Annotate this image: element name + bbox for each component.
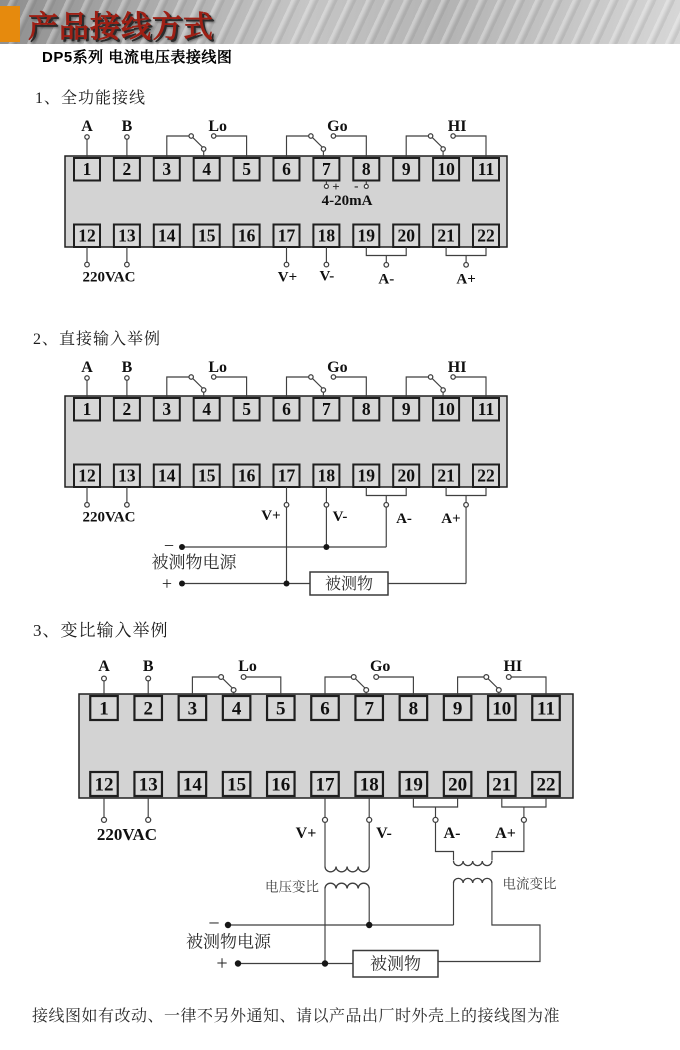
label-220vac-d1: 220VAC xyxy=(82,269,136,286)
switch-go-blade-contact xyxy=(321,388,325,392)
label-v-plus-d1: V+ xyxy=(277,269,298,286)
terminal-number-9: 9 xyxy=(452,698,463,720)
label-v-minus-d1: V- xyxy=(319,268,335,285)
source-minus-dot-d3 xyxy=(225,922,231,928)
switch-hi-left-contact xyxy=(428,134,432,138)
terminal-number-7: 7 xyxy=(322,159,331,179)
ct-coil-secondary xyxy=(454,878,492,883)
terminal-number-3: 3 xyxy=(162,399,172,419)
terminal-number-12: 12 xyxy=(78,465,96,486)
bracket-a-minus-d2 xyxy=(366,487,406,496)
terminal-number-20: 20 xyxy=(448,774,468,796)
pt-coil-primary xyxy=(325,867,369,872)
terminal-number-8: 8 xyxy=(361,399,371,419)
terminal-number-20: 20 xyxy=(397,225,415,246)
a-terminal-circle xyxy=(85,376,89,380)
switch-hi-blade xyxy=(488,679,497,688)
terminal-number-22: 22 xyxy=(477,225,495,246)
terminal-number-9: 9 xyxy=(401,159,411,179)
terminal-number-19: 19 xyxy=(357,465,376,486)
switch-hi-blade-contact xyxy=(496,688,501,693)
terminal-number-22: 22 xyxy=(536,774,556,796)
source-plus-sign-d2: + xyxy=(161,573,173,594)
label-v-minus-d3: V- xyxy=(376,825,392,842)
terminal-number-17: 17 xyxy=(277,225,296,246)
a-plus-circle-d2 xyxy=(464,503,469,508)
pt-coil-secondary xyxy=(325,883,369,888)
bracket-a-minus-d3 xyxy=(413,798,457,807)
terminal-number-10: 10 xyxy=(437,399,455,419)
terminal-number-6: 6 xyxy=(282,159,291,179)
switch-go-blade xyxy=(356,679,365,688)
switch-go-blade-contact xyxy=(364,688,369,693)
v-minus-circle-d1 xyxy=(324,262,329,267)
switch-hi-blade xyxy=(433,379,442,388)
junction-pt-plus-d3 xyxy=(322,960,328,966)
terminal-number-17: 17 xyxy=(277,465,296,486)
switch-lo-blade-contact xyxy=(202,147,206,151)
switch-lo-blade-contact xyxy=(202,388,206,392)
source-minus-sign-d3: − xyxy=(208,912,220,935)
source-minus-dot-d2 xyxy=(179,544,185,550)
bracket-a-minus-d1 xyxy=(366,247,406,256)
label-b: B xyxy=(121,359,133,376)
terminal-number-21: 21 xyxy=(492,774,512,796)
junction-v-plus-d2 xyxy=(284,581,290,587)
label-go: Go xyxy=(369,658,391,675)
output-minus-sign: - xyxy=(354,178,359,193)
terminal-number-18: 18 xyxy=(317,465,336,486)
terminal-number-16: 16 xyxy=(237,225,256,246)
terminal-number-19: 19 xyxy=(357,225,376,246)
switch-lo-right-contact xyxy=(241,675,246,680)
b-terminal-circle xyxy=(146,676,151,681)
label-b: B xyxy=(121,118,133,135)
terminal-number-12: 12 xyxy=(78,225,96,246)
supply-l-circle-d3 xyxy=(102,817,107,822)
switch-hi-blade-contact xyxy=(441,388,445,392)
terminal-number-4: 4 xyxy=(202,159,212,179)
output-plus-sign: + xyxy=(332,179,340,194)
switch-hi-blade xyxy=(433,138,442,147)
output-circle-plus xyxy=(324,184,328,188)
terminal-number-13: 13 xyxy=(118,465,136,486)
terminal-number-4: 4 xyxy=(231,698,242,720)
bracket-a-plus-d2 xyxy=(446,487,486,496)
switch-lo-blade-contact xyxy=(231,688,236,693)
switch-go-blade xyxy=(313,138,322,147)
terminal-number-8: 8 xyxy=(361,159,371,179)
label-source-d2: 被测物电源 xyxy=(151,553,237,572)
terminal-number-5: 5 xyxy=(242,399,251,419)
terminal-number-15: 15 xyxy=(227,774,247,796)
label-a-plus-d1: A+ xyxy=(456,271,476,288)
a-minus-circle-d1 xyxy=(384,263,389,268)
terminal-number-5: 5 xyxy=(242,159,251,179)
switch-hi-left-contact xyxy=(428,375,432,379)
terminal-number-18: 18 xyxy=(317,225,336,246)
terminal-number-13: 13 xyxy=(138,774,158,796)
terminal-number-15: 15 xyxy=(197,465,216,486)
terminal-number-1: 1 xyxy=(82,159,92,179)
switch-go-left-contact xyxy=(309,375,313,379)
label-hi: HI xyxy=(447,359,467,376)
label-lo: Lo xyxy=(208,359,228,376)
terminal-number-21: 21 xyxy=(437,465,455,486)
switch-go-right-contact xyxy=(374,675,379,680)
switch-lo-blade xyxy=(223,679,232,688)
label-v-plus-d3: V+ xyxy=(295,825,317,842)
label-a: A xyxy=(98,658,110,675)
junction-pt-minus-d3 xyxy=(366,922,372,928)
terminal-number-7: 7 xyxy=(364,698,374,720)
terminal-number-12: 12 xyxy=(94,774,114,796)
switch-lo-left-contact xyxy=(219,675,224,680)
supply-l-circle-d2 xyxy=(85,503,90,508)
diagram2-title: 2、直接输入举例 xyxy=(33,331,162,348)
diagram1-title: 1、全功能接线 xyxy=(35,90,147,107)
switch-hi-blade-contact xyxy=(441,147,445,151)
terminal-number-11: 11 xyxy=(537,698,555,720)
switch-hi-left-contact xyxy=(484,675,489,680)
junction-v-minus-d2 xyxy=(323,544,329,550)
a-plus-circle-d1 xyxy=(464,263,469,268)
terminal-number-13: 13 xyxy=(118,225,136,246)
terminal-number-16: 16 xyxy=(271,774,291,796)
terminal-number-10: 10 xyxy=(437,159,455,179)
page-title: 产品接线方式 xyxy=(28,11,214,44)
terminal-number-8: 8 xyxy=(408,698,419,720)
label-ct-d3: 电流变比 xyxy=(502,876,557,892)
footer-note: 接线图如有改动、一律不另外通知、请以产品出厂时外壳上的接线图为准 xyxy=(32,1008,561,1025)
label-a-minus-d3: A- xyxy=(443,825,461,842)
label-load-d2: 被测物 xyxy=(324,576,374,593)
terminal-number-14: 14 xyxy=(182,774,202,796)
terminal-number-2: 2 xyxy=(143,698,153,720)
supply-l-circle-d1 xyxy=(85,262,90,267)
v-plus-circle-d1 xyxy=(284,262,289,267)
b-terminal-circle xyxy=(125,376,129,380)
switch-lo-left-contact xyxy=(189,375,193,379)
label-a-minus-d2: A- xyxy=(396,511,412,527)
switch-go-blade xyxy=(313,379,322,388)
label-b: B xyxy=(142,658,154,675)
terminal-number-1: 1 xyxy=(99,698,109,720)
a-terminal-circle xyxy=(102,676,107,681)
terminal-number-6: 6 xyxy=(282,399,291,419)
label-a: A xyxy=(81,359,93,376)
ct-coil-primary xyxy=(454,861,492,866)
source-plus-sign-d3: + xyxy=(216,952,228,975)
a-plus-circle-d3 xyxy=(521,817,526,822)
label-a-minus-d1: A- xyxy=(378,271,395,288)
label-4-20ma: 4-20mA xyxy=(321,193,373,209)
terminal-number-21: 21 xyxy=(437,225,455,246)
source-plus-dot-d3 xyxy=(235,960,241,966)
switch-hi-right-contact xyxy=(506,675,511,680)
diagram3-title: 3、变比输入举例 xyxy=(33,621,169,640)
terminal-number-6: 6 xyxy=(320,698,330,720)
supply-r-circle-d3 xyxy=(146,817,151,822)
source-plus-dot-d2 xyxy=(179,581,185,587)
document-subtitle: DP5系列 电流电压表接线图 xyxy=(42,49,233,66)
switch-lo-blade xyxy=(193,379,202,388)
bracket-a-plus-d1 xyxy=(446,247,486,256)
terminal-number-5: 5 xyxy=(276,698,286,720)
terminal-number-7: 7 xyxy=(322,399,331,419)
terminal-number-2: 2 xyxy=(122,159,132,179)
terminal-number-20: 20 xyxy=(397,465,415,486)
v-plus-circle-d3 xyxy=(323,817,328,822)
supply-r-circle-d2 xyxy=(125,503,130,508)
label-a-plus-d2: A+ xyxy=(441,511,461,527)
terminal-number-17: 17 xyxy=(315,774,335,796)
terminal-number-14: 14 xyxy=(158,225,176,246)
label-go: Go xyxy=(327,118,348,135)
label-220vac-d3: 220VAC xyxy=(96,825,158,844)
label-source-d3: 被测物电源 xyxy=(186,932,271,952)
label-lo: Lo xyxy=(208,118,228,135)
label-hi: HI xyxy=(447,118,467,135)
v-minus-circle-d2 xyxy=(324,503,329,508)
switch-lo-blade xyxy=(193,138,202,147)
terminal-number-22: 22 xyxy=(477,465,495,486)
label-lo: Lo xyxy=(238,658,257,675)
label-go: Go xyxy=(327,359,348,376)
label-hi: HI xyxy=(503,658,523,675)
terminal-number-1: 1 xyxy=(82,399,92,419)
bracket-a-plus-d3 xyxy=(502,798,546,807)
b-terminal-circle xyxy=(125,135,129,139)
label-v-plus-d2: V+ xyxy=(261,508,281,524)
terminal-number-9: 9 xyxy=(401,399,411,419)
terminal-number-15: 15 xyxy=(197,225,216,246)
terminal-number-2: 2 xyxy=(122,399,132,419)
terminal-number-4: 4 xyxy=(202,399,212,419)
terminal-number-3: 3 xyxy=(187,698,198,720)
switch-go-left-contact xyxy=(309,134,313,138)
label-a-plus-d3: A+ xyxy=(495,825,516,842)
label-a: A xyxy=(81,118,93,135)
v-minus-circle-d3 xyxy=(367,817,372,822)
v-plus-circle-d2 xyxy=(284,503,289,508)
terminal-number-10: 10 xyxy=(492,698,512,720)
a-minus-circle-d2 xyxy=(384,503,389,508)
terminal-number-19: 19 xyxy=(403,774,423,796)
label-pt-d3: 电压变比 xyxy=(265,879,319,895)
terminal-number-3: 3 xyxy=(162,159,172,179)
terminal-number-18: 18 xyxy=(359,774,379,796)
switch-go-blade-contact xyxy=(321,147,325,151)
terminal-number-16: 16 xyxy=(237,465,256,486)
source-minus-sign-d2: − xyxy=(163,535,175,556)
supply-r-circle-d1 xyxy=(125,262,130,267)
label-220vac-d2: 220VAC xyxy=(82,509,136,526)
switch-lo-left-contact xyxy=(189,134,193,138)
a-minus-circle-d3 xyxy=(433,817,438,822)
label-load-d3: 被测物 xyxy=(370,954,421,974)
terminal-number-11: 11 xyxy=(477,159,495,179)
terminal-number-11: 11 xyxy=(477,399,495,419)
label-v-minus-d2: V- xyxy=(332,509,348,525)
a-terminal-circle xyxy=(85,135,89,139)
switch-go-left-contact xyxy=(351,675,356,680)
terminal-number-14: 14 xyxy=(158,465,176,486)
output-circle-minus xyxy=(364,184,368,188)
